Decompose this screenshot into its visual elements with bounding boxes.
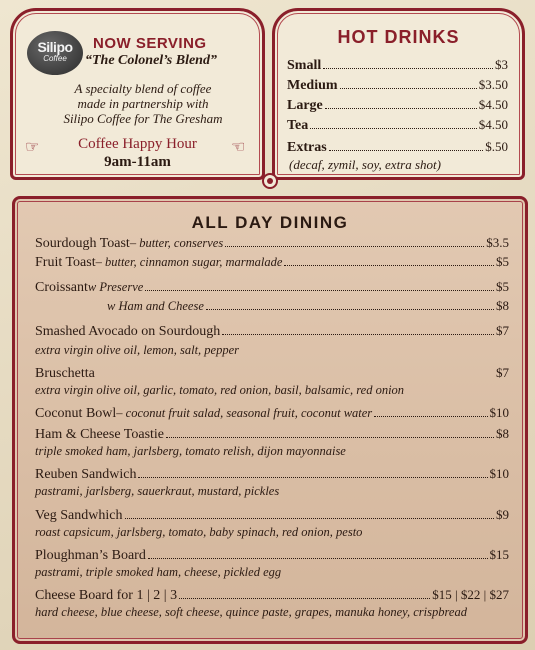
menu-item-name: Croissant xyxy=(35,280,88,295)
menu-item-price: $10 xyxy=(489,405,509,420)
menu-item-price: $10 xyxy=(489,466,509,481)
menu-item-desc: – butter, conserves xyxy=(129,236,224,250)
pointing-hand-right-icon: ☞ xyxy=(25,139,40,156)
menu-item-name: Smashed Avocado on Sourdough xyxy=(35,324,221,339)
pointing-hand-left-icon: ☜ xyxy=(231,139,246,156)
menu-item-name: Cheese Board for 1 | 2 | 3 xyxy=(35,588,178,603)
promo-description xyxy=(33,81,253,126)
menu-item-name: Reuben Sandwich xyxy=(35,467,137,482)
drink-row xyxy=(287,117,508,134)
menu-item-desc: pastrami, jarlsberg, sauerkraut, mustard, pickles xyxy=(35,484,280,498)
menu-item-desc: extra virgin olive oil, garlic, tomato, red onion, basil, balsamic, red onion xyxy=(35,383,405,397)
silipo-logo xyxy=(27,31,83,75)
menu-item xyxy=(35,279,509,296)
menu-item-desc: w Ham and Cheese xyxy=(107,299,204,313)
promo-heading: NOW SERVING xyxy=(93,35,207,52)
drink-name: Tea xyxy=(287,118,309,133)
happy-hour-time: 9am-11am xyxy=(104,154,171,170)
menu-item-desc: w Preserve xyxy=(87,280,144,294)
menu-item-desc: – coconut fruit salad, seasonal fruit, coconut water xyxy=(116,406,373,420)
all-day-dining-panel xyxy=(12,196,528,644)
menu-item-price: $3.5 xyxy=(486,235,509,250)
drink-price: $.50 xyxy=(485,139,508,154)
menu-item-name: Fruit Toast xyxy=(35,255,96,270)
menu-item-price: $8 xyxy=(496,426,509,441)
menu-item-desc: – butter, cinnamon sugar, marmalade xyxy=(95,255,283,269)
menu-item-name: Ploughman’s Board xyxy=(35,548,146,563)
menu-item-name: Ham & Cheese Toastie xyxy=(35,427,165,442)
drink-name: Large xyxy=(287,98,323,113)
menu-item xyxy=(35,547,509,564)
menu-item-name: Coconut Bowl xyxy=(35,406,117,421)
menu-item-desc: triple smoked ham, jarlsberg, tomato relish, dijon mayonnaise xyxy=(35,444,346,458)
menu-item xyxy=(35,365,509,382)
menu-item xyxy=(35,254,509,271)
promo-desc-line: made in partnership with xyxy=(77,96,209,111)
drink-price: $4.50 xyxy=(478,117,508,132)
hot-drinks-title: HOT DRINKS xyxy=(337,27,460,47)
drink-name: Medium xyxy=(287,78,338,93)
menu-item xyxy=(35,323,509,340)
menu-item xyxy=(35,426,509,443)
drink-row xyxy=(287,97,508,114)
dining-title: ALL DAY DINING xyxy=(191,213,349,232)
menu-item-desc: pastrami, triple smoked ham, cheese, pickled egg xyxy=(35,565,282,579)
drink-name: Extras xyxy=(287,140,327,155)
menu-item-name: Sourdough Toast xyxy=(35,236,130,251)
menu-item xyxy=(107,298,509,314)
promo-subheading: “The Colonel’s Blend” xyxy=(85,53,217,68)
menu-item-price: $8 xyxy=(496,298,509,313)
drink-name: Small xyxy=(287,58,322,73)
menu-item xyxy=(35,466,509,483)
menu-item-price: $5 xyxy=(496,254,509,269)
promo-desc-line: Silipo Coffee for The Gresham xyxy=(63,111,223,126)
logo-name: Silipo xyxy=(37,39,73,55)
extras-note: (decaf, zymil, soy, extra shot) xyxy=(289,157,441,172)
drink-price: $3.50 xyxy=(478,77,508,92)
happy-hour-label: Coffee Happy Hour xyxy=(78,136,197,152)
menu-item-name: Bruschetta xyxy=(35,366,95,381)
drink-price: $3 xyxy=(495,57,508,72)
menu-item-name: Veg Sandwhich xyxy=(35,508,123,523)
menu-item-price: $7 xyxy=(496,365,509,380)
menu-item-price: $15 xyxy=(489,547,509,562)
drink-price: $4.50 xyxy=(478,97,508,112)
drink-row xyxy=(287,77,508,94)
menu-item-desc: roast capsicum, jarlsberg, tomato, baby spinach, red onion, pesto xyxy=(35,525,363,539)
menu-item xyxy=(35,507,509,524)
happy-hour xyxy=(13,135,262,171)
menu-item-price: $9 xyxy=(496,507,509,522)
menu-item-desc: hard cheese, blue cheese, soft cheese, quince paste, grapes, manuka honey, crispbread xyxy=(35,605,467,619)
menu-item xyxy=(35,405,509,422)
drink-row xyxy=(287,57,508,74)
menu-item xyxy=(35,587,509,604)
promo-panel xyxy=(10,8,265,180)
drink-row xyxy=(287,139,508,156)
menu-item-price: $5 xyxy=(496,279,509,294)
menu-item-price: $7 xyxy=(496,323,509,338)
menu-item-desc: extra virgin olive oil, lemon, salt, pepper xyxy=(35,343,240,357)
menu-item-price: $15 | $22 | $27 xyxy=(432,587,509,602)
logo-sub: Coffee xyxy=(43,54,67,63)
divider-ornament-icon xyxy=(262,173,278,189)
menu-item xyxy=(35,235,509,252)
promo-desc-line: A specialty blend of coffee xyxy=(74,81,212,96)
hot-drinks-panel xyxy=(272,8,525,180)
